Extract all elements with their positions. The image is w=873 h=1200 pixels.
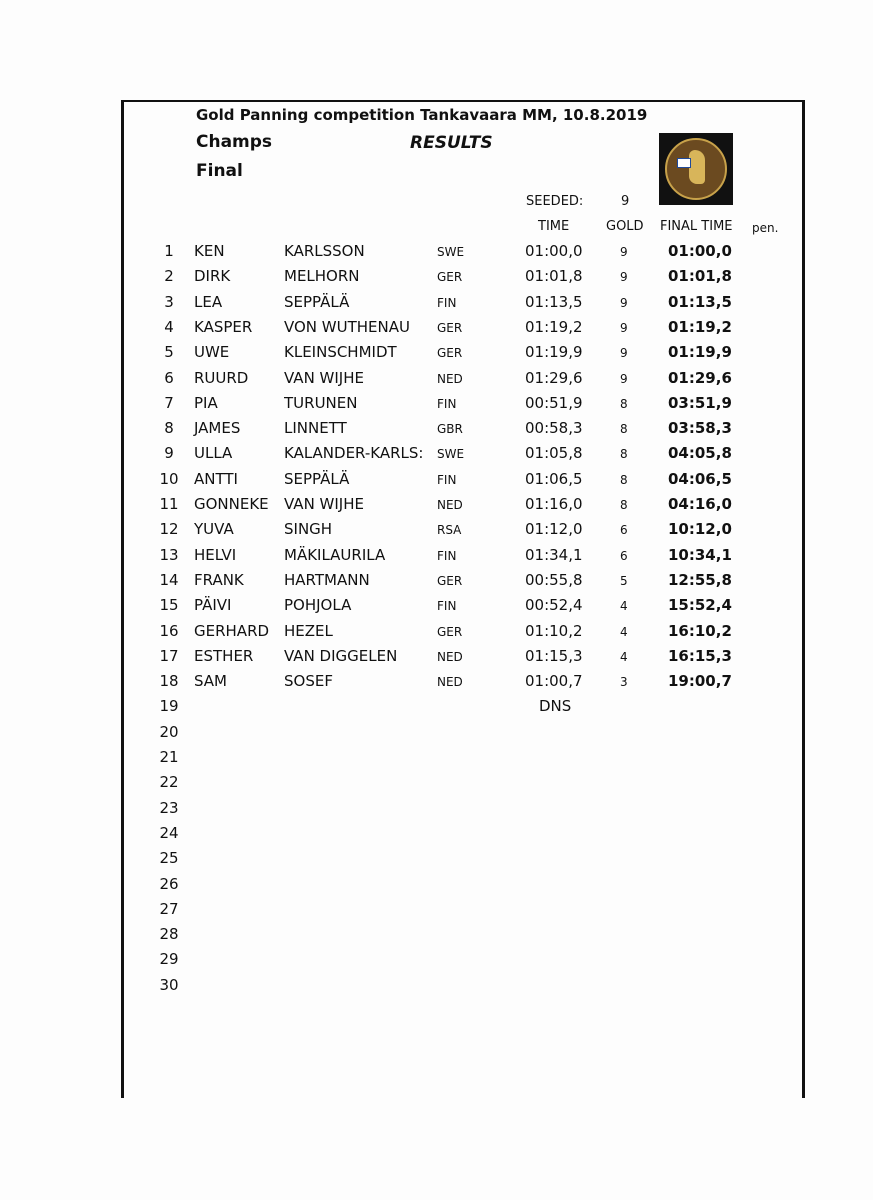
nationality: SWE [437, 447, 465, 462]
final-time: 01:29,6 [668, 368, 732, 387]
first-name: YUVA [194, 520, 234, 539]
gold-count: 8 [620, 472, 628, 487]
gold-count: 9 [620, 295, 628, 310]
nationality: FIN [437, 295, 457, 310]
nationality: FIN [437, 599, 457, 614]
table-row [0, 365, 873, 390]
first-name: DIRK [194, 267, 231, 286]
row-number: 21 [159, 748, 179, 766]
last-name: VAN WIJHE [284, 495, 364, 513]
row-number: 28 [159, 925, 179, 944]
last-name: KLEINSCHMIDT [284, 343, 397, 362]
nationality: GER [437, 573, 463, 588]
time-value: 01:34,1 [525, 545, 583, 564]
table-row [0, 820, 873, 845]
championship-logo [659, 133, 733, 205]
final-time: 12:55,8 [668, 570, 732, 589]
nationality: SWE [437, 245, 465, 259]
gold-count: 4 [620, 624, 628, 639]
time-value: 01:05,8 [525, 444, 583, 463]
nationality: GBR [437, 422, 463, 437]
first-name: GONNEKE [194, 495, 269, 513]
table-row [0, 263, 873, 288]
gold-count: 8 [620, 396, 628, 411]
gold-count: 9 [620, 245, 628, 259]
nationality: GER [437, 346, 463, 361]
final-time: 03:58,3 [668, 419, 732, 438]
table-row [0, 516, 873, 541]
table-row [0, 896, 873, 921]
round-label: Final [196, 161, 243, 181]
page-title: Gold Panning competition Tankavaara MM, 10.8.2019 [196, 106, 648, 124]
row-number: 10 [159, 469, 179, 488]
first-name: GERHARD [194, 621, 270, 640]
row-number: 9 [164, 444, 174, 463]
last-name: MELHORN [284, 267, 360, 286]
row-number: 27 [159, 899, 179, 918]
final-time: 04:16,0 [668, 495, 732, 513]
seeded-label: SEEDED: [526, 194, 584, 209]
row-number: 4 [164, 317, 174, 336]
last-name: VAN WIJHE [284, 368, 364, 387]
first-name: UWE [194, 343, 230, 362]
first-name: PÄIVI [194, 596, 232, 615]
row-number: 17 [159, 646, 179, 665]
table-row [0, 440, 873, 465]
first-name: PIA [194, 393, 218, 412]
time-value: 01:29,6 [525, 368, 583, 387]
row-number: 26 [159, 874, 179, 893]
row-number: 24 [159, 823, 179, 842]
last-name: LINNETT [284, 419, 347, 438]
gold-count: 9 [620, 320, 628, 335]
time-value: 01:19,9 [525, 343, 583, 362]
nationality: RSA [437, 523, 462, 538]
gold-count: 3 [620, 675, 628, 690]
nationality: NED [437, 371, 463, 386]
gold-count: 6 [620, 548, 628, 563]
table-row [0, 744, 873, 769]
table-row [0, 592, 873, 617]
final-time: 01:19,9 [668, 343, 732, 362]
gold-count: 5 [620, 573, 628, 588]
final-time: 01:00,0 [668, 242, 732, 260]
last-name: SINGH [284, 520, 333, 539]
row-number: 22 [159, 773, 179, 792]
gold-count: 9 [620, 270, 628, 285]
table-row [0, 415, 873, 440]
gold-count: 9 [620, 346, 628, 361]
table-row [0, 769, 873, 794]
first-name: ANTTI [194, 469, 238, 488]
time-value: 00:55,8 [525, 570, 583, 589]
nationality: FIN [437, 396, 457, 411]
category-label: Champs [196, 132, 273, 152]
gold-count: 8 [620, 498, 628, 512]
table-row [0, 693, 873, 718]
seeded-value: 9 [621, 194, 630, 209]
row-number: 2 [164, 267, 174, 286]
time-value: 01:13,5 [525, 292, 583, 311]
first-name: FRANK [194, 570, 244, 589]
first-name: RUURD [194, 368, 249, 387]
row-number: 19 [159, 697, 179, 716]
row-number: 23 [159, 798, 179, 817]
table-row [0, 542, 873, 567]
gold-count: 6 [620, 523, 628, 538]
row-number: 8 [164, 419, 174, 438]
first-name: SAM [194, 672, 228, 691]
gold-count: 8 [620, 422, 628, 437]
time-value: 01:06,5 [525, 469, 583, 488]
finnish-flag-icon [677, 158, 691, 168]
table-row [0, 845, 873, 870]
final-time: 01:01,8 [668, 267, 732, 286]
col-header-final-time: FINAL TIME [660, 219, 733, 234]
table-row [0, 643, 873, 668]
nationality: GER [437, 624, 463, 639]
final-time: 01:19,2 [668, 317, 732, 336]
row-number: 5 [164, 343, 174, 362]
first-name: JAMES [194, 419, 241, 438]
time-value: 01:15,3 [525, 646, 583, 665]
last-name: VAN DIGGELEN [284, 646, 398, 665]
gold-count: 9 [620, 371, 628, 386]
table-row [0, 390, 873, 415]
time-value: 01:10,2 [525, 621, 583, 640]
table-row [0, 491, 873, 516]
first-name: KEN [194, 242, 225, 260]
final-time: 19:00,7 [668, 672, 732, 691]
final-time: 15:52,4 [668, 596, 732, 615]
last-name: SEPPÄLÄ [284, 469, 350, 488]
final-time: 16:15,3 [668, 646, 732, 665]
first-name: HELVI [194, 545, 237, 564]
row-number: 1 [164, 242, 174, 260]
first-name: KASPER [194, 317, 253, 336]
table-row [0, 314, 873, 339]
final-time: 03:51,9 [668, 393, 732, 412]
first-name: ULLA [194, 444, 233, 463]
nationality: NED [437, 649, 463, 664]
final-time: 04:05,8 [668, 444, 732, 463]
table-row [0, 795, 873, 820]
last-name: VON WUTHENAU [284, 317, 410, 336]
last-name: KARLSSON [284, 242, 365, 260]
final-time: 10:12,0 [668, 520, 732, 539]
results-heading: RESULTS [410, 133, 493, 153]
table-row [0, 238, 873, 263]
time-value: 01:00,7 [525, 672, 583, 691]
table-row [0, 668, 873, 693]
time-value: 00:51,9 [525, 393, 583, 412]
table-row [0, 871, 873, 896]
row-number: 15 [159, 596, 179, 615]
row-number: 16 [159, 621, 179, 640]
row-number: 29 [159, 950, 179, 969]
row-number: 25 [159, 849, 179, 868]
last-name: SEPPÄLÄ [284, 292, 350, 311]
last-name: POHJOLA [284, 596, 352, 615]
nationality: GER [437, 270, 463, 285]
last-name: TURUNEN [284, 393, 358, 412]
time-value: 01:01,8 [525, 267, 583, 286]
table-row [0, 466, 873, 491]
table-row [0, 289, 873, 314]
nationality: FIN [437, 548, 457, 563]
col-header-gold: GOLD [606, 219, 644, 234]
row-number: 6 [164, 368, 174, 387]
row-number: 20 [159, 722, 179, 741]
col-header-pen: pen. [752, 221, 779, 235]
first-name: ESTHER [194, 646, 254, 665]
row-number: 30 [159, 975, 179, 994]
nationality: NED [437, 675, 463, 690]
row-number: 3 [164, 292, 174, 311]
last-name: MÄKILAURILA [284, 545, 386, 564]
time-value: 01:16,0 [525, 495, 583, 513]
nationality: GER [437, 320, 463, 335]
row-number: 14 [159, 570, 179, 589]
table-row [0, 921, 873, 946]
time-value: 00:52,4 [525, 596, 583, 615]
time-value: 01:19,2 [525, 317, 583, 336]
last-name: HEZEL [284, 621, 333, 640]
time-value: 01:00,0 [525, 242, 583, 260]
last-name: SOSEF [284, 672, 333, 691]
table-row [0, 972, 873, 997]
row-number: 18 [159, 672, 179, 691]
row-number: 12 [159, 520, 179, 539]
time-value: 00:58,3 [525, 419, 583, 438]
last-name: KALANDER-KARLS: [284, 444, 424, 463]
table-row [0, 719, 873, 744]
gold-count: 4 [620, 599, 628, 614]
logo-emblem-icon [665, 138, 727, 200]
final-time: 01:13,5 [668, 292, 732, 311]
table-row [0, 618, 873, 643]
final-time: 16:10,2 [668, 621, 732, 640]
time-value: 01:12,0 [525, 520, 583, 539]
row-number: 7 [164, 393, 174, 412]
gold-count: 4 [620, 649, 628, 664]
last-name: HARTMANN [284, 570, 370, 589]
nationality: NED [437, 498, 463, 512]
col-header-time: TIME [538, 219, 570, 234]
nationality: FIN [437, 472, 457, 487]
table-row [0, 946, 873, 971]
first-name: LEA [194, 292, 223, 311]
table-row [0, 339, 873, 364]
table-row [0, 567, 873, 592]
final-time: 04:06,5 [668, 469, 732, 488]
row-number: 13 [159, 545, 179, 564]
row-number: 11 [159, 495, 179, 513]
final-time: 10:34,1 [668, 545, 732, 564]
time-value: DNS [539, 697, 572, 716]
gold-count: 8 [620, 447, 628, 462]
